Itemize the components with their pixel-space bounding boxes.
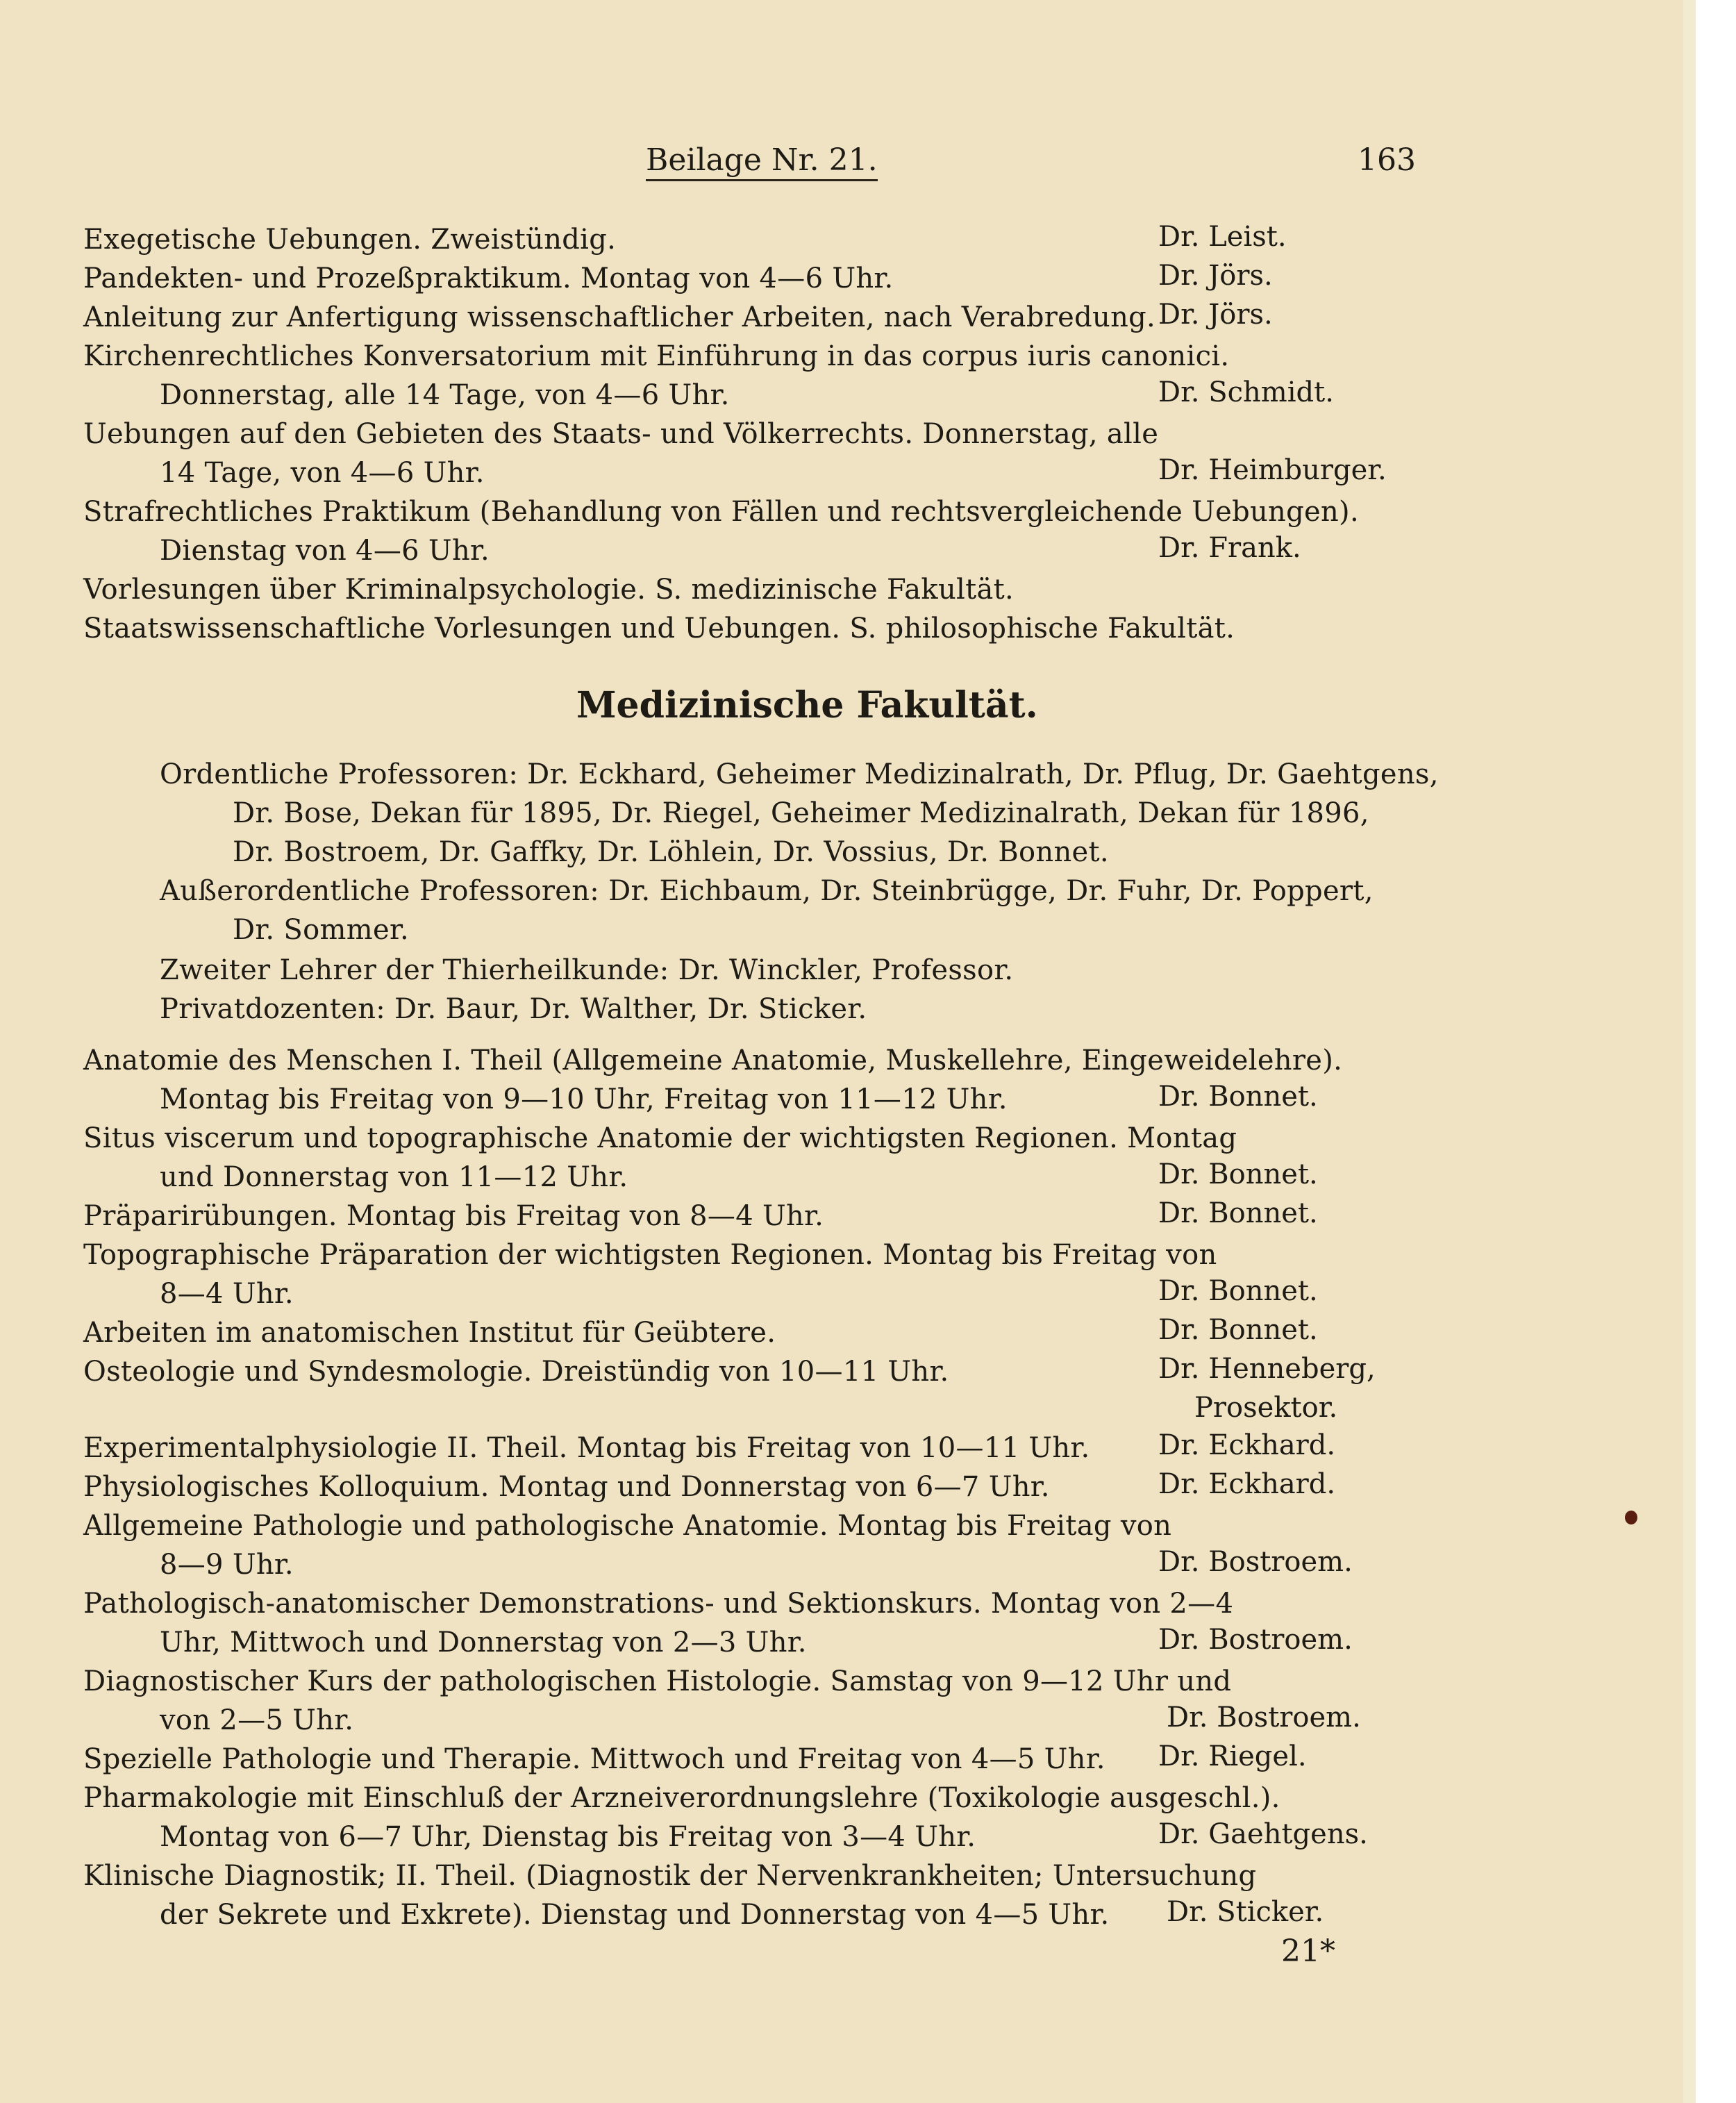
page-edge [1683, 0, 1696, 2103]
course-line: Montag bis Freitag von 9—10 Uhr, Freitag von 11—12 Uhr. [160, 1083, 1008, 1115]
course-line: Montag von 6—7 Uhr, Dienstag bis Freitag von 3—4 Uhr. [160, 1821, 976, 1853]
course-line: Situs viscerum und topographische Anatomie der wichtigsten Regionen. Montag [83, 1122, 1237, 1154]
faculty-line: Außerordentliche Professoren: Dr. Eichbaum, Dr. Steinbrügge, Dr. Fuhr, Dr. Poppert, [160, 875, 1374, 907]
faculty-line: Zweiter Lehrer der Thierheilkunde: Dr. Winckler, Professor. [160, 954, 1014, 986]
course-lecturer: Dr. Bonnet. [1158, 1275, 1318, 1307]
course-line: Uhr, Mittwoch und Donnerstag von 2—3 Uhr. [160, 1627, 807, 1659]
course-line: und Donnerstag von 11—12 Uhr. [160, 1161, 628, 1193]
course-line: 14 Tage, von 4—6 Uhr. [160, 457, 485, 489]
course-line: Vorlesungen über Kriminalpsychologie. S. medizinische Fakultät. [83, 574, 1015, 606]
course-lecturer: Dr. Frank. [1158, 532, 1301, 564]
course-lecturer: Dr. Jörs. [1158, 260, 1273, 292]
faculty-line: Privatdozenten: Dr. Baur, Dr. Walther, Dr. Sticker. [160, 993, 867, 1025]
faculty-line: Dr. Bostroem, Dr. Gaffky, Dr. Löhlein, Dr. Vossius, Dr. Bonnet. [233, 836, 1109, 868]
course-line: Arbeiten im anatomischen Institut für Geübtere. [83, 1317, 776, 1349]
course-lecturer: Dr. Heimburger. [1158, 454, 1387, 486]
course-line: der Sekrete und Exkrete). Dienstag und Donnerstag von 4—5 Uhr. [160, 1899, 1110, 1931]
course-lecturer: Dr. Sticker. [1167, 1896, 1324, 1928]
course-lecturer: Dr. Riegel. [1158, 1740, 1307, 1772]
page-number: 163 [1358, 142, 1416, 178]
course-line: Anleitung zur Anfertigung wissenschaftlicher Arbeiten, nach Verabredung. [83, 301, 1156, 333]
course-line: Physiologisches Kolloquium. Montag und Donnerstag von 6—7 Uhr. [83, 1471, 1050, 1503]
course-line: Donnerstag, alle 14 Tage, von 4—6 Uhr. [160, 379, 730, 411]
header-title: Beilage Nr. 21. [646, 142, 878, 181]
faculty-line: Dr. Bose, Dekan für 1895, Dr. Riegel, Geheimer Medizinalrath, Dekan für 1896, [233, 797, 1369, 829]
course-lecturer: Dr. Schmidt. [1158, 376, 1334, 408]
course-line: Kirchenrechtliches Konversatorium mit Einführung in das corpus iuris canonici. [83, 340, 1230, 372]
course-line: 8—9 Uhr. [160, 1549, 294, 1581]
course-line: Pandekten- und Prozeßpraktikum. Montag von 4—6 Uhr. [83, 263, 894, 294]
course-line: Staatswissenschaftliche Vorlesungen und Uebungen. S. philosophische Fakultät. [83, 613, 1235, 645]
course-line: Anatomie des Menschen I. Theil (Allgemeine Anatomie, Muskellehre, Eingeweidelehre). [83, 1045, 1343, 1077]
course-lecturer: Dr. Jörs. [1158, 299, 1273, 331]
course-lecturer: Dr. Bostroem. [1158, 1546, 1353, 1578]
course-lecturer: Dr. Eckhard. [1158, 1468, 1336, 1500]
course-line: Experimentalphysiologie II. Theil. Montag bis Freitag von 10—11 Uhr. [83, 1432, 1090, 1464]
course-line: Pathologisch-anatomischer Demonstrations- und Sektionskurs. Montag von 2—4 [83, 1588, 1234, 1620]
faculty-line: Ordentliche Professoren: Dr. Eckhard, Geheimer Medizinalrath, Dr. Pflug, Dr. Gaehtgens, [160, 758, 1439, 790]
course-lecturer: Prosektor. [1194, 1392, 1338, 1424]
course-lecturer: Dr. Bostroem. [1158, 1624, 1353, 1656]
course-line: Dienstag von 4—6 Uhr. [160, 535, 490, 567]
course-line: Klinische Diagnostik; II. Theil. (Diagnostik der Nervenkrankheiten; Untersuchung [83, 1860, 1257, 1892]
course-lecturer: Dr. Bonnet. [1158, 1081, 1318, 1113]
course-line: Spezielle Pathologie und Therapie. Mittwoch und Freitag von 4—5 Uhr. [83, 1743, 1105, 1775]
course-line: Osteologie und Syndesmologie. Dreistündig von 10—11 Uhr. [83, 1356, 949, 1388]
course-line: Exegetische Uebungen. Zweistündig. [83, 224, 617, 256]
course-line: Strafrechtliches Praktikum (Behandlung von Fällen und rechtsvergleichende Uebungen). [83, 496, 1359, 528]
course-line: von 2—5 Uhr. [160, 1704, 354, 1736]
course-lecturer: Dr. Leist. [1158, 221, 1287, 253]
course-line: Diagnostischer Kurs der pathologischen Histologie. Samstag von 9—12 Uhr und [83, 1665, 1232, 1697]
course-lecturer: Dr. Gaehtgens. [1158, 1818, 1368, 1850]
course-line: 8—4 Uhr. [160, 1278, 294, 1310]
course-line: Präparirübungen. Montag bis Freitag von 8—4 Uhr. [83, 1200, 824, 1232]
faculty-line: Dr. Sommer. [233, 914, 409, 946]
course-lecturer: Dr. Henneberg, [1158, 1353, 1376, 1385]
course-line: Uebungen auf den Gebieten des Staats- und Völkerrechts. Donnerstag, alle [83, 418, 1159, 450]
section-title: Medizinische Fakultät. [576, 684, 1038, 726]
signature-mark: 21* [1281, 1934, 1335, 1969]
course-lecturer: Dr. Bostroem. [1167, 1702, 1361, 1734]
course-lecturer: Dr. Eckhard. [1158, 1429, 1336, 1461]
ink-stain [1625, 1511, 1637, 1524]
course-line: Topographische Präparation der wichtigsten Regionen. Montag bis Freitag von [83, 1239, 1217, 1271]
course-line: Pharmakologie mit Einschluß der Arzneiverordnungslehre (Toxikologie ausgeschl.). [83, 1782, 1280, 1814]
course-lecturer: Dr. Bonnet. [1158, 1197, 1318, 1229]
course-line: Allgemeine Pathologie und pathologische Anatomie. Montag bis Freitag von [83, 1510, 1172, 1542]
course-lecturer: Dr. Bonnet. [1158, 1158, 1318, 1190]
course-lecturer: Dr. Bonnet. [1158, 1314, 1318, 1346]
